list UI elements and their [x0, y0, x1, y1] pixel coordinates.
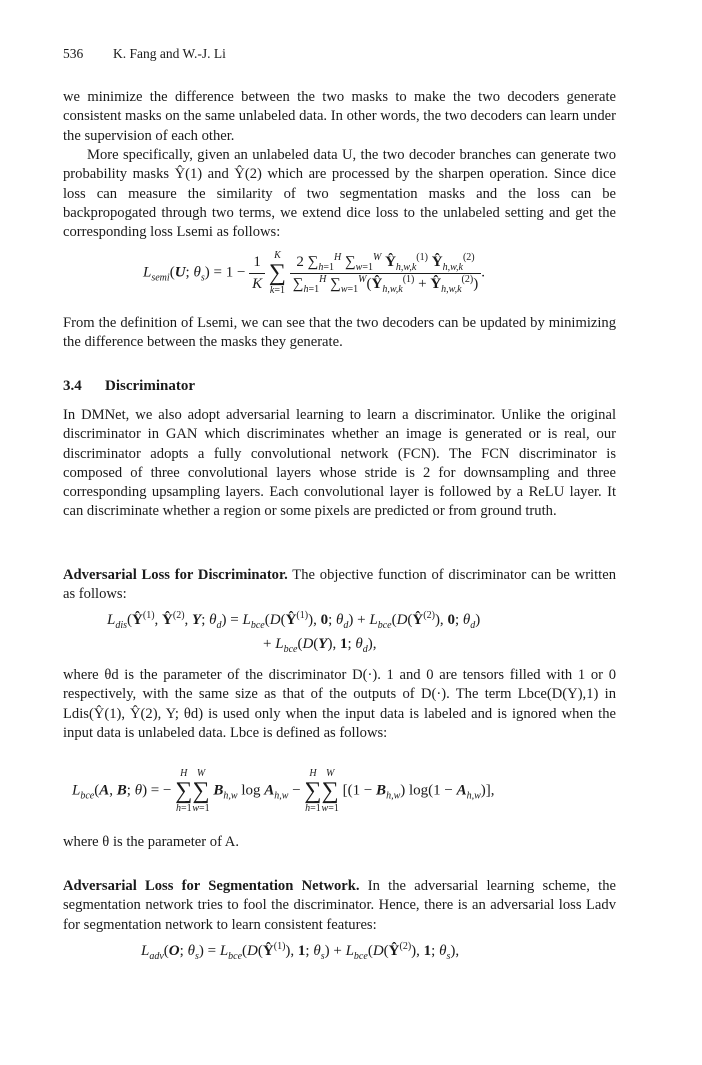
paragraph-5-text: The objective function of discriminator can be written as follows:: [63, 567, 616, 603]
paragraph-3: [63, 314, 616, 353]
paragraph-7-text: where θ is the parameter of A.: [63, 834, 239, 850]
paragraph-6: [63, 666, 616, 743]
section-heading: [63, 377, 616, 396]
paragraph-3-text: From the definition of Lsemi, we can see that the two decoders can be updated by minimizing the difference between the masks they generate.: [63, 315, 616, 351]
paragraph-6-text: where θd is the parameter of the discriminator D(·). 1 and 0 are tensors filled with 1 or 0 respectively, with the same size as that of the outputs of D(·). The term Lbce(D(Y),1) in Ldis(Ŷ(1), Ŷ(2), Y; θd) is used only when the input data is labeled and is ignored when the input data is unlabeled data. Lbce is defined as follows:: [63, 667, 616, 741]
paragraph-1-text: we minimize the difference between the two masks to make the two decoders generate consistent masks on the same unlabeled data. In other words, the two decoders can learn under the supervision of each other.: [63, 89, 616, 144]
section-title: Discriminator: [105, 378, 195, 394]
equation-lsemi: $L_{semi}(U$; $\theta_s) = 1$ − $\frac{1}{K}$ K ∑ k=1 $\frac{2 \sum_{h=1}^H \sum_{w=1}^W Ŷ_{h,w,k}^{(1)} Ŷ_{h,w,k}^{(2)}}{\sum_{h=1}^H \sum_{w=1}^W(Ŷ_{h,w,k}^{(1)} + Ŷ_{h,w,k}^{(2)})}$ .: [143, 250, 485, 296]
running-header: [63, 46, 226, 62]
paragraph-1: [63, 88, 616, 146]
paragraph-8: [63, 877, 616, 935]
equation-lbce: $L_{bce}(A$, B; θ) = − H ∑ h=1W ∑ w=1 $B_{h,w}$ $\log A_{h,w} - H$ ∑ h=1W ∑ w=1 [$(1 - B_{h,w})$ $\log(1 - A_{h,w})$],: [72, 768, 495, 814]
page-number: 536: [63, 46, 84, 61]
equation-ladv: $L_{adv}(O$; $\theta_s$) = $L_{bce}(D(Ŷ^{(1)})$, 1; $\theta_s$) + $L_{bce}(D(Ŷ^{(2)})$, 1; $\theta_s$),: [141, 941, 460, 962]
section-number: 3.4: [63, 378, 82, 394]
paragraph-4: [63, 406, 616, 522]
runin-adv-segmentation: Adversarial Loss for Segmentation Network.: [63, 878, 360, 894]
equation-ldis-line1: $L_{dis}(Ŷ^{(1)}$, $Ŷ^{(2)}$, Y; $\theta_d$) = $L_{bce}(D(Ŷ^{(1)})$, 0; $\theta_d$) + $L_{bce}(D(Ŷ^{(2)})$, 0; $\theta_d$): [107, 610, 481, 631]
equation-ldis-line2: + $L_{bce}(D(Y)$, 1; $\theta_d$),: [263, 636, 377, 655]
paragraph-4-text: In DMNet, we also adopt adversarial learning to learn a discriminator. Unlike the original discriminator in GAN which discriminates whether an image is generated or is real, our discriminator adopts a fully convolutional network (FCN). The FCN discriminator is composed of three convolutional layers whose stride is 2 for downsampling and three corresponding upsampling layers. Each convolutional layer is followed by a ReLU layer. It can discriminate whether a region or some pixels are predicted or from ground truth.: [63, 407, 616, 520]
paragraph-5: [63, 566, 616, 605]
paragraph-8-text: In the adversarial learning scheme, the segmentation network tries to fool the discriminator. Hence, there is an adversarial loss Ladv for segmentation network to learn consistent features:: [63, 878, 616, 933]
paragraph-7: [63, 833, 616, 852]
paragraph-2: [63, 146, 616, 242]
runin-adv-discriminator: Adversarial Loss for Discriminator.: [63, 567, 288, 583]
running-authors: K. Fang and W.-J. Li: [113, 46, 226, 61]
paragraph-2-text: More specifically, given an unlabeled data U, the two decoder branches can generate two probability masks Ŷ(1) and Ŷ(2) which are processed by the sharpen operation. Since dice loss can measure the similarity of two segmentation masks and the loss can be backpropogated through two terms, we extend dice loss to the unlabeled setting and get the corresponding loss Lsemi as follows:: [63, 147, 616, 241]
